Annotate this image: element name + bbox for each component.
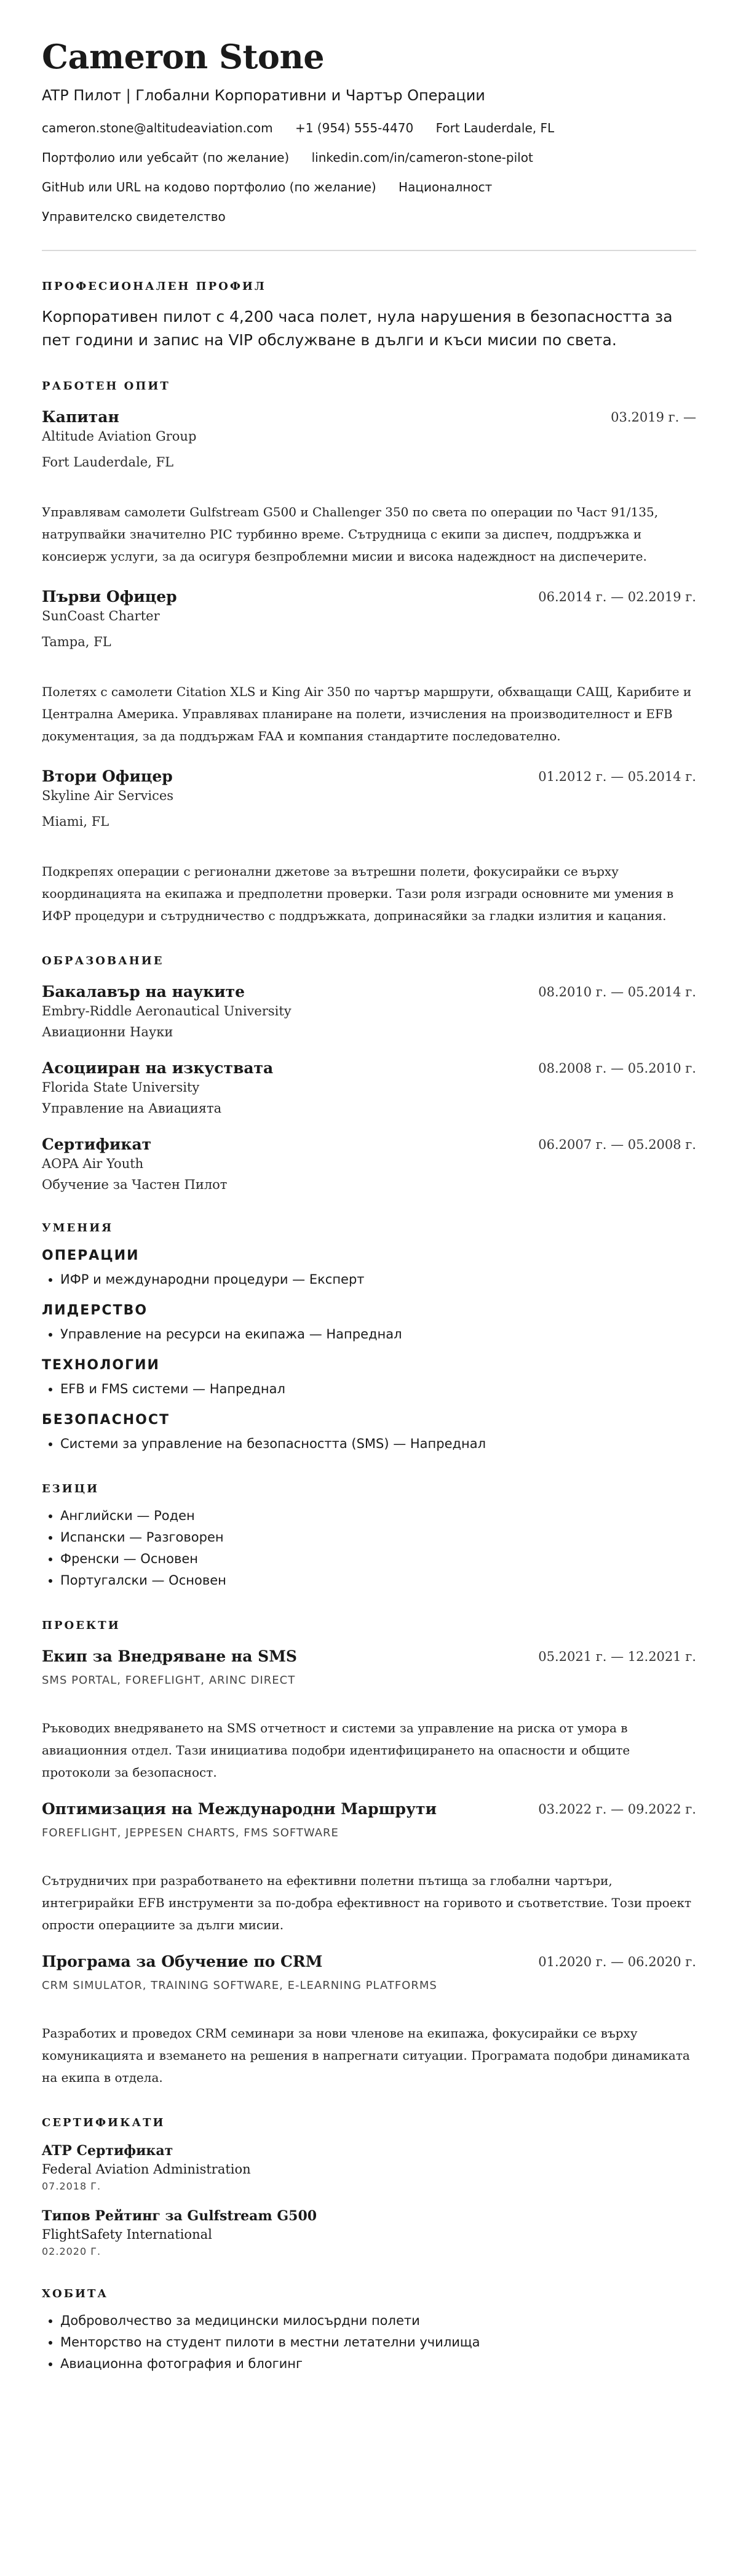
project-description: Ръководих внедряването на SMS отчетност и системи за управление на риска от умора в авиационния отдел. Тази инициатива подобри идентифицирането на опасности и общите протоколи за безопасност.	[42, 1721, 630, 1780]
experience-section	[42, 379, 696, 927]
hobbies-section	[42, 2287, 696, 2375]
section-title: ХОБИТА	[42, 2287, 109, 2300]
section-title: ПРОЕКТИ	[42, 1619, 121, 1632]
hobby-item: • Менторство на студент пилоти в местни летателни училища	[60, 2332, 696, 2353]
project-description: Сътрудничих при разработването на ефективни полетни пътища за глобални чартъри, интегрирайки EFB инструменти за по-добра ефективност на горивото и съответствие. Този проект опрости операциите за дълги мисии.	[42, 1873, 692, 1932]
job-date: 03.2019 г. —	[611, 410, 696, 425]
school: Florida State University	[42, 1080, 200, 1095]
school: AOPA Air Youth	[42, 1156, 144, 1171]
experience-entry	[42, 407, 696, 567]
education-entry	[42, 1058, 696, 1118]
skill-list	[42, 1378, 696, 1400]
skill-item: • ИФР и международни процедури — Експерт	[60, 1269, 696, 1290]
section-title: ЕЗИЦИ	[42, 1482, 100, 1495]
certification-entry	[42, 2142, 696, 2194]
language-item: • Френски — Основен	[60, 1548, 696, 1570]
skill-group	[42, 1356, 696, 1400]
education-date: 08.2008 г. — 05.2010 г.	[538, 1061, 696, 1076]
degree: Бакалавър на науките	[42, 983, 245, 1001]
hobby-item: • Авиационна фотография и блогинг	[60, 2353, 696, 2375]
project-name: Екип за Внедряване на SMS	[42, 1647, 297, 1665]
contact-portfolio[interactable]: Портфолио или уебсайт (по желание)	[42, 150, 290, 165]
certification-name: ATP Сертификат	[42, 2143, 173, 2159]
job-date: 01.2012 г. — 05.2014 г.	[538, 769, 696, 784]
contact-phone[interactable]: +1 (954) 555-4470	[295, 121, 414, 135]
section-title: ОБРАЗОВАНИЕ	[42, 954, 164, 967]
certification-issuer: FlightSafety International	[42, 2227, 212, 2242]
project-entry	[42, 1952, 696, 2089]
skill-list	[42, 1324, 696, 1345]
job-location: Miami, FL	[42, 814, 109, 829]
certification-name: Типов Рейтинг за Gulfstream G500	[42, 2208, 317, 2224]
skill-item: • Системи за управление на безопасността (SMS) — Напреднал	[60, 1433, 696, 1455]
language-list	[42, 1505, 696, 1591]
experience-entry	[42, 587, 696, 747]
job-location: Fort Lauderdale, FL	[42, 455, 174, 470]
skill-item: • Управление на ресурси на екипажа — Напреднал	[60, 1324, 696, 1345]
job-role: Първи Офицер	[42, 588, 177, 606]
hobby-item: • Доброволчество за медицински милосърдни полети	[60, 2310, 696, 2332]
project-name: Програма за Обучение по CRM	[42, 1953, 323, 1970]
section-title: УМЕНИЯ	[42, 1222, 114, 1234]
job-company: SunCoast Charter	[42, 609, 160, 623]
education-date: 08.2010 г. — 05.2014 г.	[538, 985, 696, 999]
project-name: Оптимизация на Международни Маршрути	[42, 1800, 437, 1818]
job-description: Полетях с самолети Citation XLS и King Air 350 по чартър маршрути, обхващащи САЩ, Карибите и Централна Америка. Управлявах планиране на полети, изчисления на производителност и EFB документация, за да поддържам FAA и компания стандартите последователно.	[42, 684, 692, 743]
project-entry	[42, 1799, 696, 1936]
project-description: Разработих и проведох CRM семинари за нови членове на екипажа, фокусирайки се върху комуникацията и вземането на решения в напрегнати ситуации. Програмата подобри динамиката на екипа в отдела.	[42, 2026, 690, 2085]
job-date: 06.2014 г. — 02.2019 г.	[538, 590, 696, 604]
hobby-list	[42, 2310, 696, 2375]
project-technologies: FOREFLIGHT, JEPPESEN CHARTS, FMS SOFTWARE	[42, 1826, 339, 1839]
skill-category: ТЕХНОЛОГИИ	[42, 1358, 160, 1373]
certification-date: 02.2020 Г.	[42, 2246, 101, 2257]
skill-category: ЛИДЕРСТВО	[42, 1303, 148, 1318]
field-of-study: Обучение за Частен Пилот	[42, 1177, 228, 1192]
candidate-name: Cameron Stone	[42, 37, 325, 76]
experience-entry	[42, 767, 696, 927]
skill-item: • EFB и FMS системи — Напреднал	[60, 1378, 696, 1400]
skill-list	[42, 1433, 696, 1455]
section-title: РАБОТЕН ОПИТ	[42, 380, 170, 393]
certification-entry	[42, 2207, 696, 2260]
skill-list	[42, 1269, 696, 1290]
skill-group	[42, 1247, 696, 1290]
contact-row	[42, 208, 696, 225]
certification-date: 07.2018 Г.	[42, 2180, 101, 2192]
contact-linkedin[interactable]: linkedin.com/in/cameron-stone-pilot	[311, 150, 533, 165]
project-technologies: SMS PORTAL, FOREFLIGHT, ARINC DIRECT	[42, 1674, 296, 1687]
contact-nationality: Националност	[399, 180, 493, 194]
contact-location: Fort Lauderdale, FL	[435, 121, 555, 135]
school: Embry-Riddle Aeronautical University	[42, 1004, 292, 1018]
candidate-title: ATP Пилот | Глобални Корпоративни и Чартър Операции	[42, 87, 485, 104]
project-date: 03.2022 г. — 09.2022 г.	[538, 1802, 696, 1817]
project-entry	[42, 1647, 696, 1783]
language-item: • Английски — Роден	[60, 1505, 696, 1527]
contact-row	[42, 178, 696, 196]
project-technologies: CRM SIMULATOR, TRAINING SOFTWARE, E-LEARNING PLATFORMS	[42, 1979, 437, 1992]
contact-github[interactable]: GitHub или URL на кодово портфолио (по желание)	[42, 180, 376, 194]
education-date: 06.2007 г. — 05.2008 г.	[538, 1137, 696, 1152]
section-title: СЕРТИФИКАТИ	[42, 2116, 165, 2129]
skills-section	[42, 1221, 696, 1455]
project-date: 01.2020 г. — 06.2020 г.	[538, 1954, 696, 1969]
degree: Асоцииран на изкуствата	[42, 1059, 274, 1077]
job-role: Капитан	[42, 408, 119, 426]
language-item: • Испански — Разговорен	[60, 1527, 696, 1548]
skill-category: БЕЗОПАСНОСТ	[42, 1412, 170, 1428]
job-description: Подкрепях операции с регионални джетове за вътрешни полети, фокусирайки се върху координацията на екипажа и предполетни проверки. Тази роля изгради основните ми умения в ИФР процедури и сътрудничество с поддръжката, допринасяйки за гладки излития и кацания.	[42, 864, 674, 923]
profile-summary: Корпоративен пилот с 4,200 часа полет, нула нарушения в безопасността за пет години и запис на VIP обслужване в дълги и къси мисии по света.	[42, 308, 673, 349]
job-description: Управлявам самолети Gulfstream G500 и Challenger 350 по света по операции по Част 91/135, натрупвайки значително PIC турбинно време. Сътрудница с екипи за диспеч, поддръжка и консиерж услуги, за да осигуря безпроблемни мисии и висока надеждност на диспечерите.	[42, 505, 659, 564]
contact-row	[42, 119, 696, 137]
job-company: Altitude Aviation Group	[42, 429, 197, 444]
projects-section	[42, 1618, 696, 2089]
contact-row	[42, 149, 696, 166]
field-of-study: Управление на Авиацията	[42, 1101, 222, 1116]
job-location: Tampa, FL	[42, 634, 111, 649]
education-section	[42, 954, 696, 1194]
contact-email[interactable]: cameron.stone@altitudeaviation.com	[42, 121, 273, 135]
skill-group	[42, 1411, 696, 1455]
header-divider	[42, 250, 696, 251]
languages-section	[42, 1482, 696, 1591]
project-date: 05.2021 г. — 12.2021 г.	[538, 1649, 696, 1664]
education-entry	[42, 1135, 696, 1194]
contact-license: Управителско свидетелство	[42, 209, 226, 224]
language-item: • Португалски — Основен	[60, 1570, 696, 1591]
certification-issuer: Federal Aviation Administration	[42, 2162, 251, 2177]
education-entry	[42, 982, 696, 1041]
profile-section	[42, 279, 696, 352]
section-title: ПРОФЕСИОНАЛЕН ПРОФИЛ	[42, 280, 266, 293]
field-of-study: Авиационни Науки	[42, 1025, 173, 1039]
skill-group	[42, 1302, 696, 1345]
skill-category: ОПЕРАЦИИ	[42, 1248, 140, 1263]
job-company: Skyline Air Services	[42, 788, 174, 803]
degree: Сертификат	[42, 1135, 152, 1153]
job-role: Втори Офицер	[42, 767, 173, 785]
certifications-section	[42, 2116, 696, 2260]
